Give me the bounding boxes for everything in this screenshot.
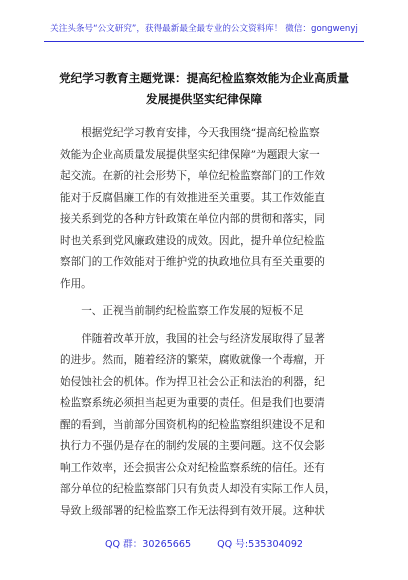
paragraph-section-1 (60, 329, 350, 523)
text-line: 察部门的工作效能对于维护党的执政地位具有至关重要的 (60, 256, 325, 268)
text-line: 效能为企业高质量发展提供坚实纪律保障”为题跟大家一 (60, 148, 320, 161)
document-title (40, 68, 368, 110)
text-line: 醒的看到，当前部分国资机构的纪检监察组织建设不足和 (60, 418, 325, 431)
text-line: 能对于反腐倡廉工作的有效推进至关重要。其工作效能直 (60, 191, 325, 204)
text-line: 执行力不强仍是存在的制约发展的主要问题。这不仅会影 (60, 440, 325, 452)
text-line: 导致上级部署的纪检监察工作无法得到有效开展。这种状 (60, 504, 325, 517)
document-body (60, 123, 350, 522)
header-banner: 关注头条号“公文研究”，获得最新最全最专业的公文资料库！ 微信：gongwenyj (50, 24, 358, 34)
text-line: 接关系到党的各种方针政策在单位内部的贯彻和落实，同 (60, 213, 325, 225)
text-line: 根据党纪学习教育安排，今天我围绕“提高纪检监察 (81, 127, 320, 139)
footer-contact (0, 536, 408, 550)
text-line: 伴随着改革开放，我国的社会与经济发展取得了显著 (81, 332, 325, 345)
text-line: 部分单位的纪检监察部门只有负责人却没有实际工作人员， (60, 483, 336, 495)
title-line-2: 发展提供坚实纪律保障 (146, 92, 262, 106)
text-line: 的进步。然而，随着经济的繁荣，腐败就像一个毒瘤，开 (60, 354, 325, 366)
title-line-1: 党纪学习教育主题党课：提高纪检监察效能为企业高质量 (59, 71, 349, 85)
text-line: 起交流。在新的社会形势下，单位纪检监察部门的工作效 (60, 170, 325, 182)
text-line: 时也关系到党风廉政建设的成效。因此，提升单位纪检监 (60, 234, 325, 247)
paragraph-intro (60, 123, 350, 295)
footer-qq-number: QQ 号:535304092 (217, 539, 304, 550)
text-line: 响工作效率，还会损害公众对纪检监察系统的信任。还有 (60, 461, 325, 474)
text-line: 始侵蚀社会的机体。作为捍卫社会公正和法治的利器，纪 (60, 375, 325, 388)
header-divider (44, 41, 364, 42)
text-line: 作用。 (60, 277, 92, 290)
section-heading-1: 一、正视当前制约纪检监察工作发展的短板不足 (81, 305, 304, 317)
text-line: 检监察系统必须担当起更为重要的责任。但是我们也要清 (60, 397, 325, 409)
footer-qq-group: QQ 群：30265665 (104, 539, 192, 550)
